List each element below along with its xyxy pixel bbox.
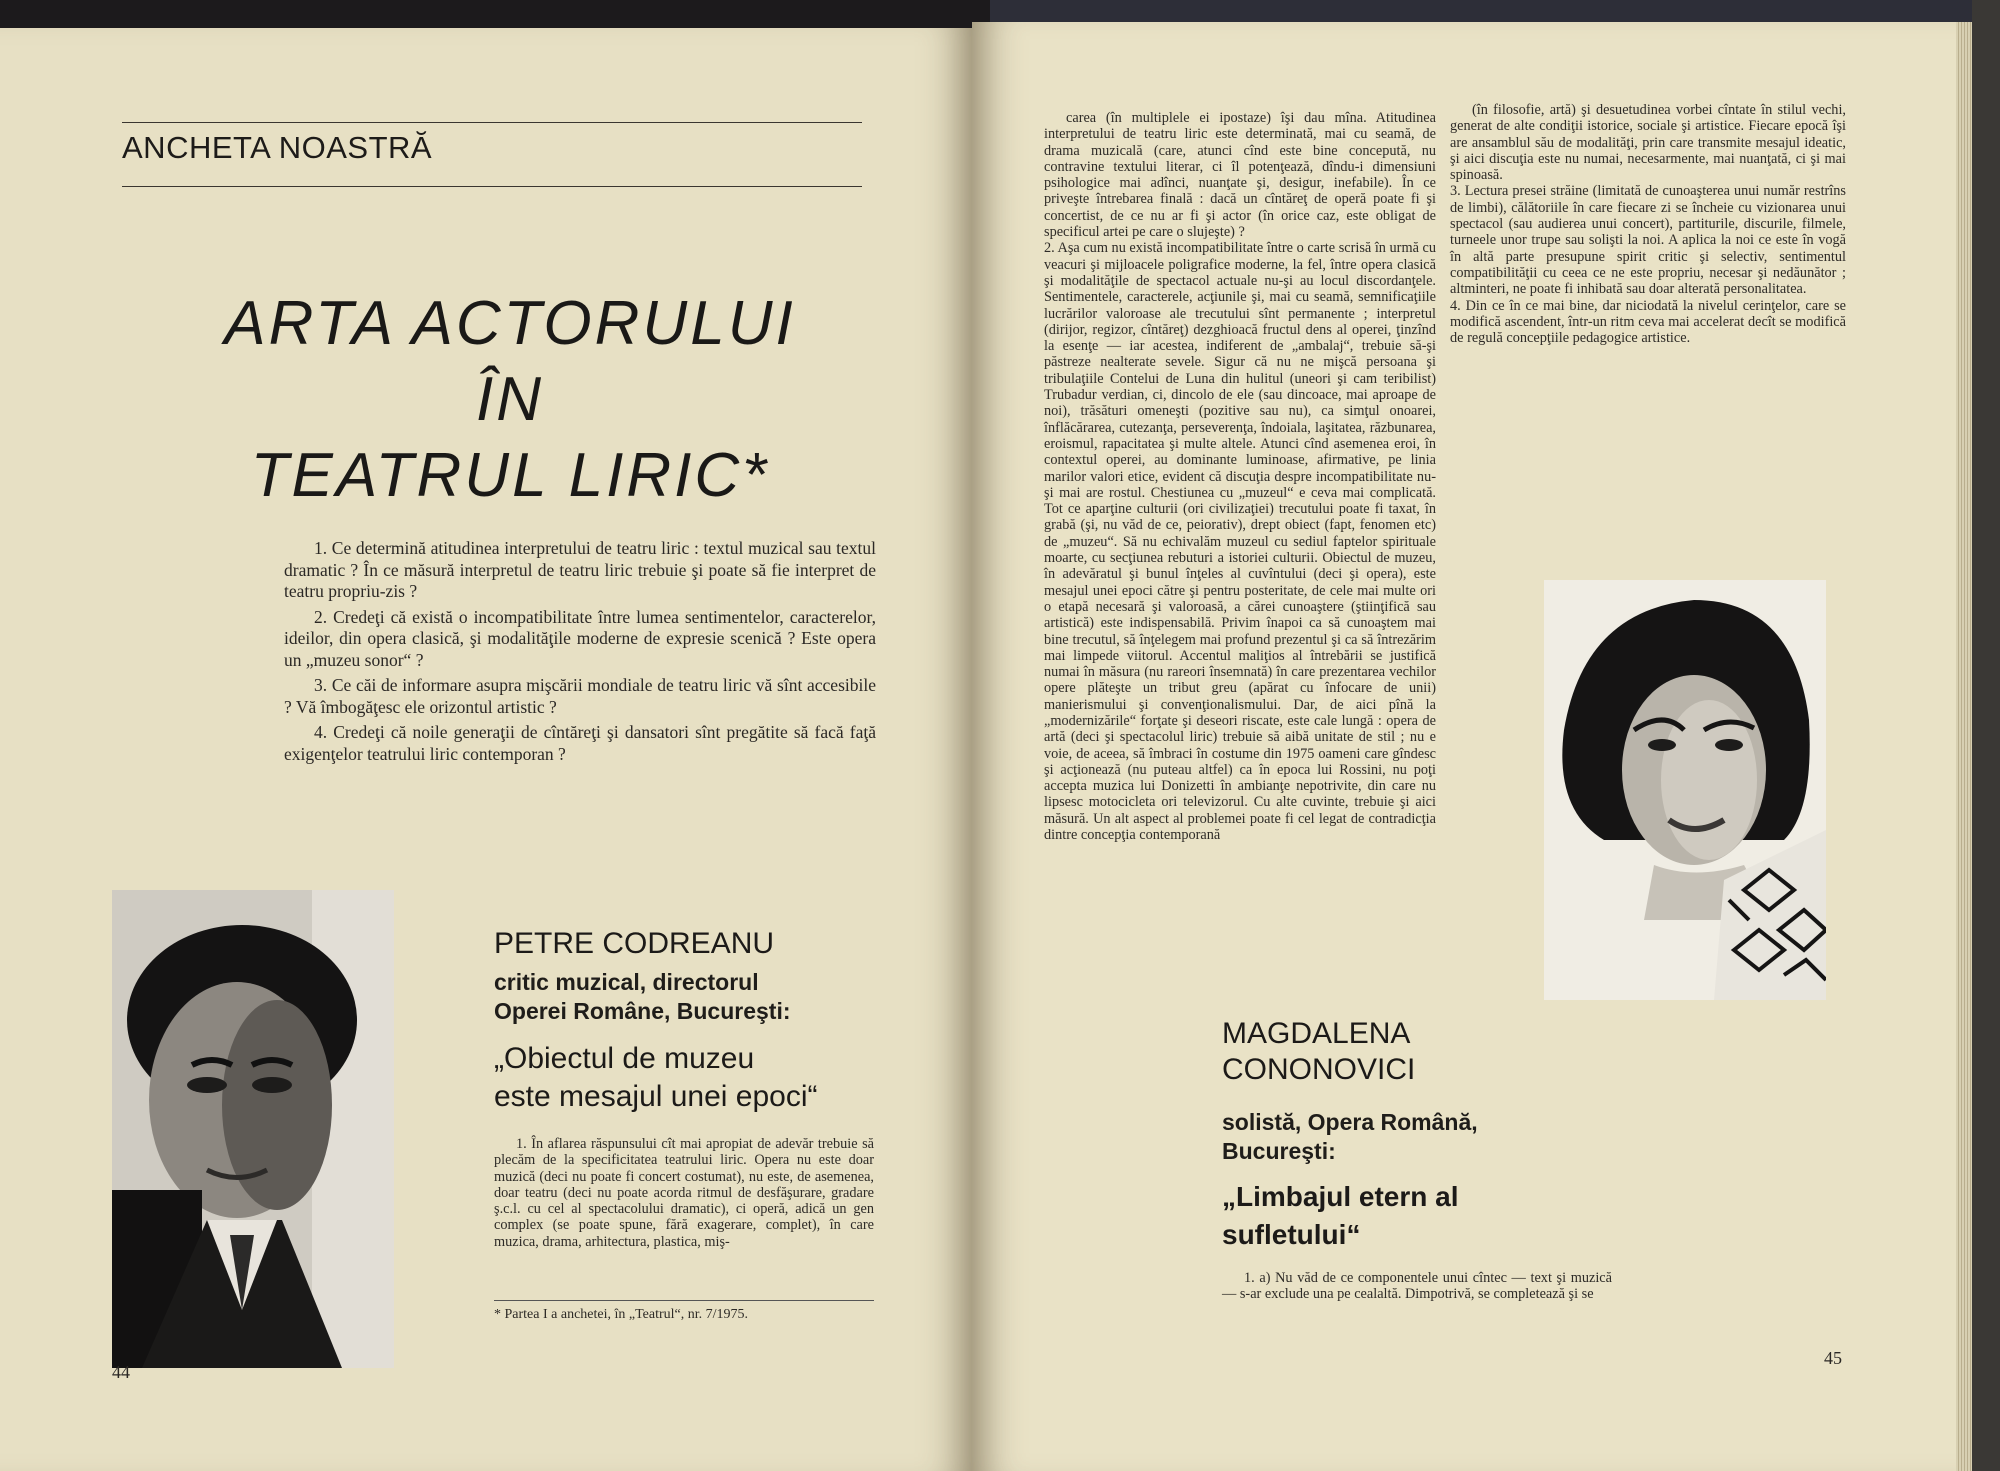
title-line-3: TEATRUL LIRIC*: [250, 441, 770, 510]
answer-text-column: [1222, 1270, 1612, 1303]
question-3: 3. Ce căi de informare asupra mişcării mondiale de teatru liric vă sînt accesibile ? Vă îmbogăţesc ele orizontul artistic ?: [284, 675, 876, 717]
right-page: [972, 22, 1972, 1471]
column-1-text: carea (în multiplele ei ipostaze) îşi dau mîna. Atitudinea interpretului de teatru liric este determinată, mai cu seamă, de drama muzicală (care, atunci cînd este bine concepută, nu contravine textului literar, ci îl potenţează, dîndu-i dimensiuni psihologice mai adînci, nuanţate şi, desigur, inefabile). În ce priveşte întrebarea finală : dacă un cîntăreţ de operă poate fi şi concertist, de ce nu ar fi şi actor (în orice caz, este obligat de specificul artei pe care o slujeşte) ? 2. Aşa cum nu există incompatibilitate între o carte scrisă în urmă cu veacuri şi mijloacele poligrafice moderne, la fel, între opera clasică şi modalităţile de spectacol actuale nu-şi au locul discordanţele. Sentimentele, caracterele, acţiunile şi, mai cu seamă, semnificaţiile lucrărilor valoroase ale trecutului sînt permanente ; interpretul (dirijor, regizor, cîntăreţ) dezghioacă fructul dens al operei, ţinzînd la esenţe — iar acestea, indiferent de „ambalaj“, trebuie să-şi păstreze nealterate sevele. Sigur că nu ne mişcă persoana şi tribulaţiile Contelui de Luna din hulitul (uneori şi cam teribilist) Trubadur verdian, ci, dincolo de ele (sau dincoace, mai aproape de noi), trăsături omeneşti (pozitive sau nu), ca simţul onoarei, înflăcărarea, cutezanţa, perseverenţa, îndoiala, laşitatea, răzbunarea, eroismul, rapacitatea şi multe altele. Atunci cînd asemenea eroi, în contextul operei, au dominante luminoase, afirmative, pe linia marilor valori etice, evident că discuţia despre incompatibilitate nu-şi mai are rostul. Chestiunea cu „muzeul“ e ceva mai complicată. Tot ce aparţine culturii (ori civilizaţiei) trecutului poate fi taxat, în grabă (şi, nu văd de ce, peiorativ), drept obiect (fapt, fenomen etc) de „muzeu“. Să nu echivalăm muzeul cu sediul faptelor spirituale moarte, cu secţiunea rebuturi a istoriei culturii. Obiectul de muzeu, în adevăratul şi bunul înţeles al cuvîntului (deci şi opera), este mesajul unei epoci către şi pentru posteritate, de cele mai multe ori o etapă necesară şi valoroasă, a cărei cunoaştere (ştiinţifică sau artistică) este indispensabilă. Privim înapoi ca să cunoaştem mai bine trecutul, să înţelegem mai profund prezentul şi ca să întrezărim mai limpede viitorul. Accentul maliţios al întrebării se justifică numai în măsura (nu rareori însemnată) în care prezentarea vechilor opere plăteşte un tribut greu (apărat cu înfocare de unii) manierismului şi convenţionalismului. Dar, de aici pînă la „modernizările“ forţate şi deseori riscate, este cale lungă : opera de artă (deci şi spectacolul liric) trebuie să aibă unitate de stil ; nu e voie, de aceea, să îmbraci în costume din 1975 oameni care gîndesc şi acţionează (nu puteau altfel) ca în epoca lui Rossini, nu poţi accepta muzica lui Donizetti în ambianţe nepotrivite, din care nu lipsesc motocicleta ori televizorul. Cu alte cuvinte, trebuie şi aici măsură. Un alt aspect al problemei poate fi cel legat de contradicţia dintre concepţia contemporană: [1044, 110, 1436, 844]
quote-line-1: „Limbajul etern al: [1222, 1181, 1459, 1212]
quote-line-1: „Obiectul de muzeu: [494, 1042, 755, 1075]
quote-line-2: sufletului“: [1222, 1219, 1361, 1250]
role-line-2: Operei Române, Bucureşti:: [494, 998, 791, 1024]
answer-text-column: [494, 1136, 874, 1250]
page-number-left: 44: [112, 1362, 130, 1382]
role-line-1: solistă, Opera Română,: [1222, 1109, 1478, 1135]
role-line-2: Bucureşti:: [1222, 1138, 1336, 1164]
section-bottom-rule: [122, 186, 862, 187]
title-line-1: ARTA ACTORULUI: [224, 289, 796, 358]
article-title: [200, 286, 820, 514]
book-cover-right: [1972, 0, 2000, 1471]
left-page: [0, 28, 972, 1471]
interviewee-name: PETRE CODREANU: [494, 927, 775, 960]
quote-line-2: este mesajul unei epoci“: [494, 1080, 818, 1113]
page-edges: [1956, 22, 1972, 1471]
role-line-1: critic muzical, directorul: [494, 969, 759, 995]
interview-quote: [1222, 1178, 1459, 1254]
answer-paragraph: 1. În aflarea răspunsului cît mai apropiat de adevăr trebuie să plecăm de la specificitatea teatrului liric. Opera nu este doar muzică (deci nu poate fi concert costumat), nu este, de asemenea, doar teatru (deci nu poate acorda ritmul de desfăşurare, gradare ş.c.l. cu cel al spectacolului dramatic), ci operă, adică un gen complex (se poate spune, fără exagerare, complet), în care muzica, drama, arhitectura, plastica, miş-: [494, 1136, 874, 1250]
column-2-text: (în filosofie, artă) şi desuetudinea vorbei cîntate în stilul vechi, generat de alte condiţii istorice, sociale şi artistice. Fiecare epocă îşi are ansamblul său de modalităţi, prin care transmite mesajul ideatic, şi aici discuţia este nu numai, necesarmente, mai nuanţată, ci şi mai spinoasă. 3. Lectura presei străine (limitată de cunoaşterea unui număr restrîns de limbi), călătoriile în care fiecare zi se încheie cu vizionarea unui spectacol (sau audierea unui concert), partiturile, discurile, filmele, turneele unor trupe sau solişti la noi. A aplica la noi ce este în vogă în altă parte presupune spirit critic şi selectiv, sentimentul compatibilităţii cu ceea ce ne este propriu, necesar şi nedăunător ; altminteri, ne poate fi inhibată sau doar alterată personalitatea. 4. Din ce în ce mai bine, dar niciodată la nivelul cerinţelor, care se modifică ascendent, într-un ritm ceva mai accelerat decît se modifică de regulă concepţiile pedagogice artistice.: [1450, 102, 1846, 347]
text-column-2: [1450, 102, 1846, 346]
portrait-photo-magdalena-cononovici: [1544, 580, 1826, 1000]
footnote: * Partea I a anchetei, în „Teatrul“, nr. 7/1975.: [494, 1307, 749, 1322]
portrait-photo-petre-codreanu: [112, 890, 394, 1368]
interviewee-role: [494, 968, 791, 1026]
interview-quote: [494, 1040, 818, 1116]
question-2: 2. Credeţi că există o incompatibilitate între lumea sentimentelor, caracterelor, ideilor, din opera clasică, şi modalităţile moderne de expresie scenică ? Este opera un „muzeu sonor“ ?: [284, 606, 876, 670]
interviewee-name: [1222, 1016, 1415, 1088]
survey-questions: [284, 538, 876, 769]
text-column-1: [1044, 110, 1436, 843]
title-line-2: ÎN: [476, 365, 544, 434]
section-top-rule: [122, 122, 862, 123]
name-line-1: MAGDALENA: [1222, 1017, 1411, 1050]
question-4: 4. Credeţi că noile generaţii de cîntăreţi şi dansatori sînt pregătite să facă faţă exigenţelor teatrului liric contemporan ?: [284, 722, 876, 764]
answer-paragraph: 1. a) Nu văd de ce componentele unui cîntec — text şi muzică — s-ar exclude una pe cealaltă. Dimpotrivă, se completează şi se: [1222, 1270, 1612, 1303]
question-1: 1. Ce determină atitudinea interpretului de teatru liric : textul muzical sau textul dramatic ? În ce măsură interpretul de teatru liric trebuie şi poate să fie interpret de teatru propriu-zis ?: [284, 538, 876, 601]
page-number-right: 45: [1824, 1348, 1842, 1368]
footnote-rule: [494, 1300, 874, 1301]
name-line-2: CONONOVICI: [1222, 1053, 1416, 1086]
section-label: ANCHETA NOASTRĂ: [122, 130, 433, 165]
interviewee-role: [1222, 1108, 1478, 1166]
book-cover-edge: [990, 0, 2000, 24]
